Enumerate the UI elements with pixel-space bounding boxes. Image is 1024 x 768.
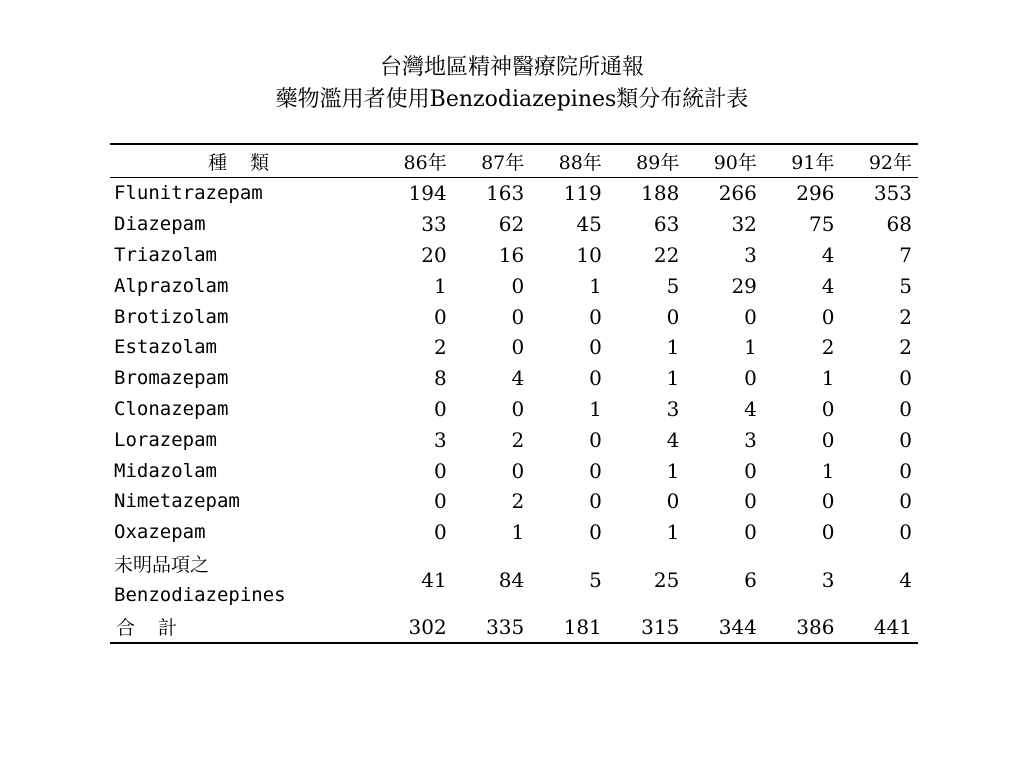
row-name: Oxazepam xyxy=(114,521,206,544)
row-value: 0 xyxy=(433,396,447,421)
row-value: 2 xyxy=(511,489,525,514)
row-value: 1 xyxy=(589,273,602,298)
row-value: 5 xyxy=(666,273,680,298)
row-value: 22 xyxy=(653,242,680,267)
row-value: 2 xyxy=(511,427,525,452)
row-value: 0 xyxy=(744,520,757,545)
row-value: 0 xyxy=(744,458,757,483)
row-value: 1 xyxy=(821,366,835,391)
row-value: 33 xyxy=(421,212,447,237)
table-row xyxy=(110,240,918,271)
table-row xyxy=(110,209,918,240)
row-value: 1 xyxy=(666,366,680,391)
row-value: 0 xyxy=(666,304,680,329)
row-value: 10 xyxy=(576,242,602,267)
row-value: 1 xyxy=(589,396,602,421)
row-value: 0 xyxy=(899,396,912,421)
row-value: 4 xyxy=(821,242,835,267)
row-value: 4 xyxy=(744,396,757,421)
row-value: 20 xyxy=(421,242,447,267)
row-value: 0 xyxy=(511,396,525,421)
header-year: 86年 xyxy=(375,144,453,178)
row-value: 25 xyxy=(653,567,680,592)
row-value: 1 xyxy=(666,520,680,545)
row-name: Clonazepam xyxy=(114,397,229,420)
row-value: 0 xyxy=(589,335,602,360)
row-value: 0 xyxy=(744,489,757,514)
row-value: 32 xyxy=(731,212,757,237)
row-value: 2 xyxy=(821,335,835,360)
row-value: 0 xyxy=(899,427,912,452)
row-value: 4 xyxy=(821,273,835,298)
row-value: 0 xyxy=(433,458,447,483)
row-value: 5 xyxy=(899,273,912,298)
row-value: 63 xyxy=(653,212,680,237)
row-value: 29 xyxy=(731,273,757,298)
row-value: 2 xyxy=(899,335,912,360)
header-year: 91年 xyxy=(763,144,841,178)
row-value: 1 xyxy=(744,335,757,360)
table-row xyxy=(110,332,918,363)
row-value: 0 xyxy=(821,396,835,421)
row-value: 5 xyxy=(589,567,602,592)
row-value: 0 xyxy=(433,489,447,514)
total-value: 335 xyxy=(486,614,525,639)
row-value: 7 xyxy=(899,242,912,267)
header-row xyxy=(110,144,918,178)
row-value: 62 xyxy=(498,212,525,237)
row-value: 1 xyxy=(821,458,835,483)
total-value: 344 xyxy=(718,614,757,639)
row-value: 1 xyxy=(666,458,680,483)
header-year: 90年 xyxy=(685,144,763,178)
row-value: 4 xyxy=(666,427,680,452)
row-value: 0 xyxy=(511,273,525,298)
header-category: 種 類 xyxy=(110,144,375,178)
row-name: Flunitrazepam xyxy=(114,182,263,205)
row-value: 3 xyxy=(744,242,757,267)
row-value: 6 xyxy=(744,567,757,592)
row-value: 0 xyxy=(821,489,835,514)
row-value: 0 xyxy=(821,304,835,329)
row-value: 2 xyxy=(899,304,912,329)
title-block xyxy=(0,52,1024,116)
row-name: Midazolam xyxy=(114,459,217,482)
row-value: 0 xyxy=(511,304,525,329)
row-name: Nimetazepam xyxy=(114,490,240,513)
table-row-unspecified xyxy=(110,548,918,612)
row-value: 0 xyxy=(589,458,602,483)
table-row xyxy=(110,178,918,209)
row-value: 84 xyxy=(498,567,525,592)
row-name: Alprazolam xyxy=(114,274,229,297)
row-value: 1 xyxy=(511,520,525,545)
table-row xyxy=(110,270,918,301)
total-label: 合 計 xyxy=(116,617,180,640)
total-value: 315 xyxy=(641,614,680,639)
table-row-total xyxy=(110,612,918,643)
row-value: 0 xyxy=(744,304,757,329)
header-year: 87年 xyxy=(453,144,531,178)
table-row xyxy=(110,424,918,455)
row-value: 41 xyxy=(421,567,447,592)
row-value: 119 xyxy=(563,181,602,206)
row-value: 1 xyxy=(433,273,447,298)
table-row xyxy=(110,517,918,548)
row-value: 0 xyxy=(666,489,680,514)
row-value: 16 xyxy=(498,242,525,267)
row-name: Brotizolam xyxy=(114,305,229,328)
row-value: 0 xyxy=(511,335,525,360)
row-value: 0 xyxy=(899,520,912,545)
row-value: 0 xyxy=(589,304,602,329)
statistics-table-container xyxy=(110,143,918,644)
table-row xyxy=(110,486,918,517)
total-value: 386 xyxy=(796,614,835,639)
row-value: 188 xyxy=(641,181,680,206)
row-value: 3 xyxy=(666,396,680,421)
row-value: 0 xyxy=(433,520,447,545)
header-year: 88年 xyxy=(530,144,608,178)
row-value: 0 xyxy=(744,366,757,391)
row-value: 0 xyxy=(433,304,447,329)
table-row xyxy=(110,363,918,394)
row-name xyxy=(110,548,375,612)
header-year: 92年 xyxy=(840,144,918,178)
row-value: 2 xyxy=(433,335,447,360)
row-value: 0 xyxy=(899,489,912,514)
title-line-2: 藥物濫用者使用Benzodiazepines類分布統計表 xyxy=(275,87,749,112)
row-value: 0 xyxy=(821,520,835,545)
header-year: 89年 xyxy=(608,144,686,178)
table-body xyxy=(110,178,918,643)
row-value: 0 xyxy=(589,520,602,545)
row-value: 4 xyxy=(511,366,525,391)
row-value: 68 xyxy=(886,212,912,237)
row-value: 296 xyxy=(796,181,835,206)
row-value: 0 xyxy=(589,427,602,452)
row-value: 353 xyxy=(873,181,912,206)
row-name-line-2: Benzodiazepines xyxy=(114,583,286,606)
row-value: 4 xyxy=(899,567,912,592)
statistics-table xyxy=(110,143,918,644)
row-value: 0 xyxy=(899,458,912,483)
row-value: 1 xyxy=(666,335,680,360)
row-value: 8 xyxy=(433,366,447,391)
row-name: Diazepam xyxy=(114,213,206,236)
row-value: 3 xyxy=(744,427,757,452)
total-value: 181 xyxy=(563,614,602,639)
row-value: 75 xyxy=(808,212,835,237)
row-value: 0 xyxy=(899,366,912,391)
table-row xyxy=(110,455,918,486)
row-value: 0 xyxy=(589,489,602,514)
row-value: 0 xyxy=(589,366,602,391)
row-value: 3 xyxy=(433,427,447,452)
row-value: 3 xyxy=(821,567,835,592)
row-value: 266 xyxy=(718,181,757,206)
row-value: 163 xyxy=(486,181,525,206)
row-value: 194 xyxy=(408,181,447,206)
title-line-1: 台灣地區精神醫療院所通報 xyxy=(379,55,644,80)
table-row xyxy=(110,301,918,332)
row-value: 0 xyxy=(511,458,525,483)
row-value: 45 xyxy=(576,212,602,237)
total-value: 441 xyxy=(873,614,912,639)
row-name: Bromazepam xyxy=(114,367,229,390)
row-value: 0 xyxy=(821,427,835,452)
row-name: Lorazepam xyxy=(114,428,217,451)
row-name: Triazolam xyxy=(114,243,217,266)
row-name-line-1: 未明品項之 xyxy=(114,553,210,576)
total-value: 302 xyxy=(408,614,447,639)
table-row xyxy=(110,394,918,425)
row-name: Estazolam xyxy=(114,336,217,359)
